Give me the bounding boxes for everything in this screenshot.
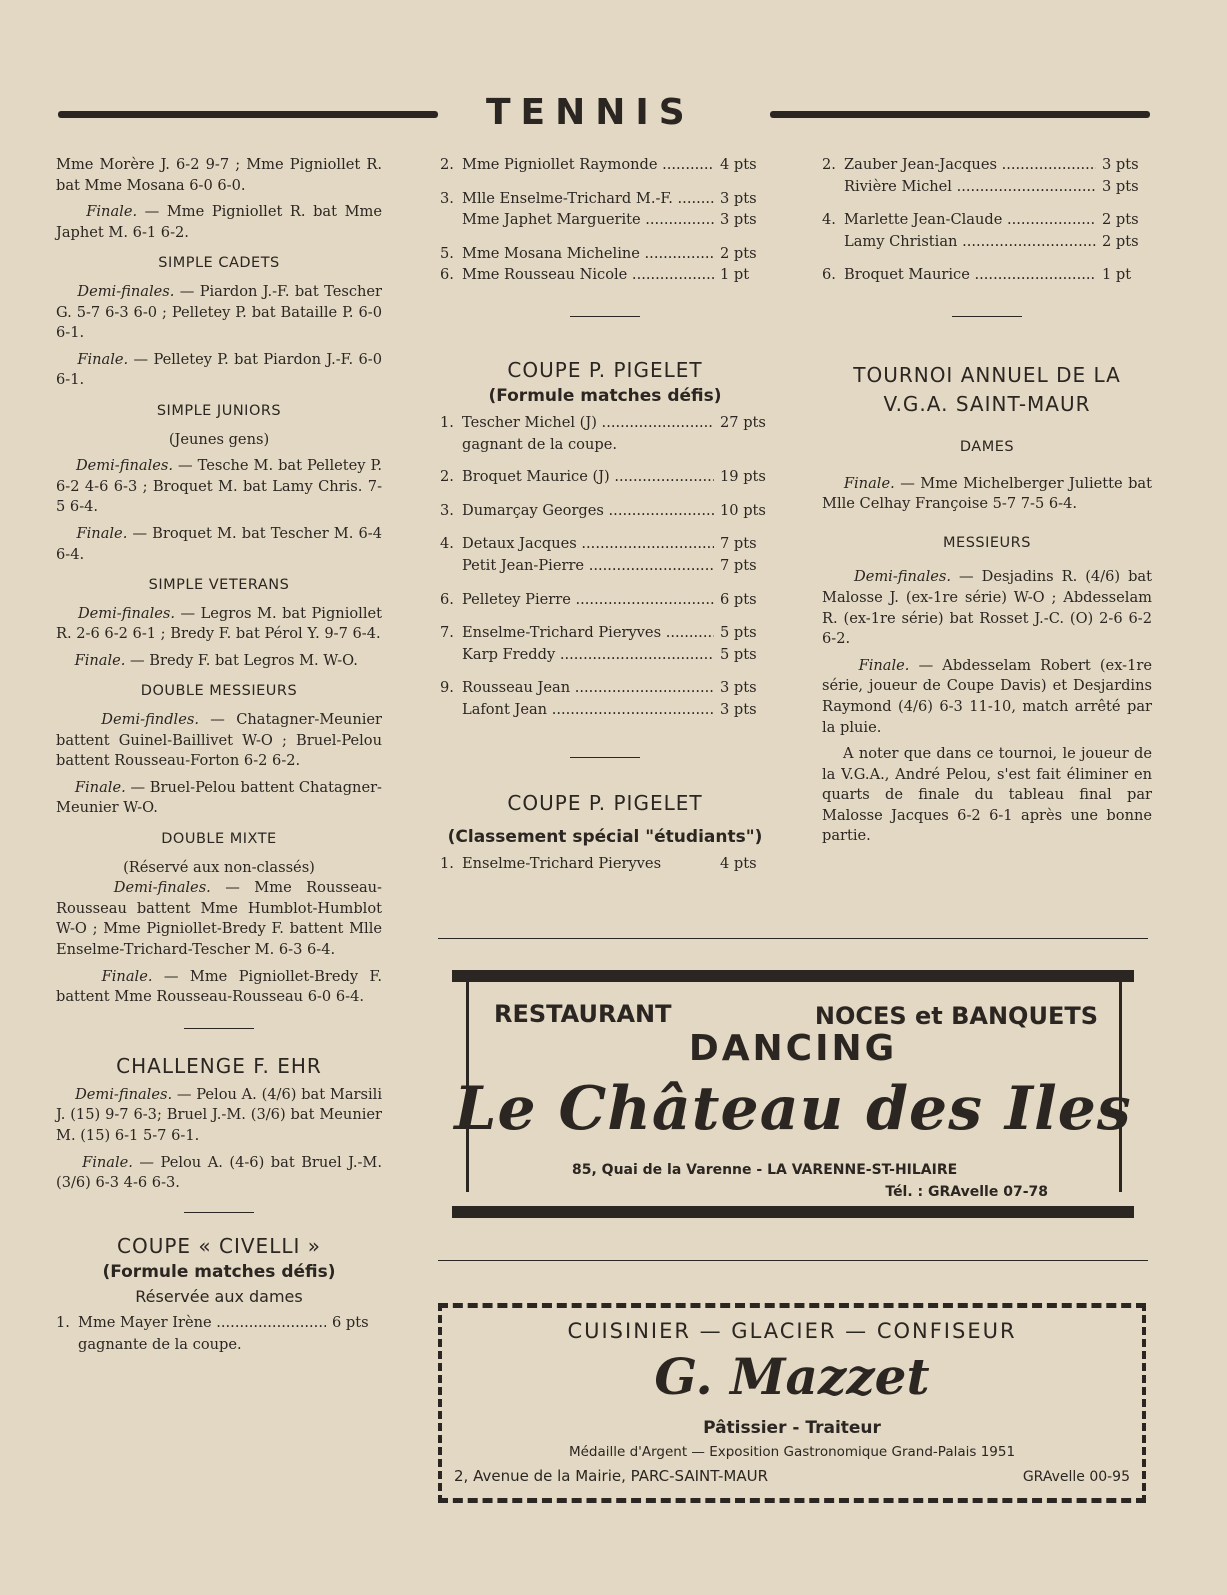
ranking-row: 3. Dumarçay Georges ..... 10 pts bbox=[440, 501, 770, 522]
ranking-row: Lafont Jean ..... 3 pts bbox=[440, 700, 770, 721]
ad-award: Médaille d'Argent — Exposition Gastronomique Grand-Palais 1951 bbox=[568, 1444, 1016, 1460]
subheading: DAMES bbox=[959, 438, 1015, 455]
header-rule-left bbox=[58, 111, 438, 118]
ad-dancing: DANCING bbox=[688, 1028, 898, 1069]
paragraph: Demi-finales. — Legros M. bat Pigniollet R. 2-6 6-2 6-1 ; Bredy F. bat Pérol Y. 9-7 6-4. bbox=[56, 604, 382, 643]
paragraph: Mme Morère J. 6-2 9-7 ; Mme Pigniollet R. bat Mme Mosana 6-0 6-0. bbox=[56, 156, 382, 194]
ranking-row: 1. Tescher Michel (J) ..... 27 pts bbox=[440, 413, 770, 434]
paragraph: Demi-finales. — Pelou A. (4/6) bat Marsili J. (15) 9-7 6-3; Bruel J.-M. (3/6) bat Meunier M. (15) 6-1 5-7 6-1. bbox=[56, 1085, 383, 1144]
ad-venue-name: Le Château des Iles bbox=[454, 1074, 1132, 1144]
ad-border-bottom bbox=[438, 1498, 1146, 1503]
paragraph: Finale. — Mme Pigniollet-Bredy F. battent Mme Rousseau-Rousseau 6-0 6-4. bbox=[56, 967, 382, 1006]
ad-shop-name: G. Mazzet bbox=[654, 1347, 930, 1406]
ad-border-top bbox=[452, 970, 1134, 982]
ad-restaurant-label: RESTAURANT bbox=[494, 1000, 672, 1028]
ranking-row: 4. Marlette Jean-Claude ..... 2 pts bbox=[822, 210, 1152, 231]
ad-address: 2, Avenue de la Mairie, PARC-SAINT-MAUR bbox=[454, 1467, 769, 1485]
separator bbox=[184, 1212, 254, 1213]
section-subheading: (Formule matches défis) bbox=[102, 1261, 336, 1282]
header-rule-right bbox=[770, 111, 1150, 118]
divider-line bbox=[438, 1260, 1148, 1261]
separator bbox=[570, 757, 640, 758]
ranking-row: 4. Detaux Jacques ..... 7 pts bbox=[440, 534, 770, 555]
ranking-row: Petit Jean-Pierre ..... 7 pts bbox=[440, 556, 770, 577]
section-subheading: (Classement spécial "étudiants") bbox=[447, 826, 763, 847]
ad-tagline: Pâtissier - Traiteur bbox=[703, 1418, 881, 1438]
paragraph: Demi-findles. — Chatagner-Meunier battent Guinel-Baillivet W-O ; Bruel-Pelou battent Rousseau-Forton 6-2 6-2. bbox=[56, 711, 382, 770]
paragraph: Finale. — Pelou A. (4-6) bat Bruel J.-M. (3/6) 6-3 4-6 6-3. bbox=[56, 1153, 382, 1192]
ranking-row: 2. Mme Pigniollet Raymonde ..... 4 pts bbox=[440, 155, 770, 176]
ranking-row: 6. Mme Rousseau Nicole ..... 1 pt bbox=[440, 265, 770, 286]
paragraph: Finale. — Broquet M. bat Tescher M. 6-4 6-4. bbox=[56, 524, 383, 563]
column-left bbox=[56, 155, 382, 1356]
ranking-row: 6. Pelletey Pierre ..... 6 pts bbox=[440, 590, 770, 611]
ranking-row: 6. Broquet Maurice ..... 1 pt bbox=[822, 265, 1152, 286]
ad-phone: Tél. : GRAvelle 07-78 bbox=[885, 1184, 1048, 1200]
subheading: DOUBLE MESSIEURS bbox=[140, 683, 298, 700]
ranking-row: 5. Mme Mosana Micheline ..... 2 pts bbox=[440, 244, 770, 265]
paragraph: Finale. — Bruel-Pelou battent Chatagner-Meunier W-O. bbox=[56, 778, 382, 817]
paragraph: Finale. — Mme Pigniollet R. bat Mme Japhet M. 6-1 6-2. bbox=[56, 203, 382, 241]
ranking-row: 3. Mlle Enselme-Trichard M.-F. ..... 3 pts bbox=[440, 189, 770, 210]
ranking-row: Lamy Christian ..... 2 pts bbox=[822, 232, 1152, 253]
paragraph: Demi-finales. — Piardon J.-F. bat Tescher G. 5-7 6-3 6-0 ; Pelletey P. bat Bataille P. 6-0 6-1. bbox=[56, 282, 383, 342]
ad-border-top bbox=[438, 1303, 1146, 1308]
separator bbox=[952, 316, 1022, 317]
subheading: SIMPLE VETERANS bbox=[148, 577, 290, 594]
ranking-row: Mme Japhet Marguerite ..... 3 pts bbox=[440, 210, 770, 231]
ranking-row: 9. Rousseau Jean ..... 3 pts bbox=[440, 678, 770, 699]
paragraph: Finale. — Bredy F. bat Legros M. W-O. bbox=[74, 651, 358, 669]
paragraph: Demi-finales. — Desjadins R. (4/6) bat Malosse J. (ex-1re série) W-O ; Abdesselam R. (ex-1re série) bat Rosset J.-C. (O) 2-6 6-2 6-2. bbox=[822, 568, 1152, 648]
subheading: MESSIEURS bbox=[943, 534, 1031, 551]
ranking-note: gagnant de la coupe. bbox=[462, 435, 617, 453]
section-heading: CHALLENGE F. EHR bbox=[116, 1053, 322, 1078]
column-middle bbox=[440, 155, 770, 875]
subheading: SIMPLE JUNIORS bbox=[156, 402, 282, 419]
ranking-row: 7. Enselme-Trichard Pieryves ..... 5 pts bbox=[440, 623, 770, 644]
ad-restaurant bbox=[452, 970, 1134, 1218]
ranking-row: 1. Mme Mayer Irène ..... 6 pts bbox=[56, 1313, 382, 1334]
separator bbox=[184, 1028, 254, 1029]
divider-line bbox=[438, 938, 1148, 939]
section-heading: TOURNOI ANNUEL DE LA V.G.A. SAINT-MAUR bbox=[853, 362, 1121, 416]
subheading: SIMPLE CADETS bbox=[158, 255, 280, 272]
paragraph: Finale. — Mme Michelberger Juliette bat Mlle Celhay Françoise 5-7 7-5 6-4. bbox=[822, 474, 1152, 513]
section-note: Réservée aux dames bbox=[135, 1286, 303, 1306]
separator bbox=[570, 316, 640, 317]
ad-address: 85, Quai de la Varenne - LA VARENNE-ST-HILAIRE bbox=[572, 1162, 958, 1178]
subheading: DOUBLE MIXTE bbox=[161, 831, 277, 848]
ranking-row: Rivière Michel ..... 3 pts bbox=[822, 177, 1152, 198]
ranking-row: 1. Enselme-Trichard Pieryves 4 pts bbox=[440, 854, 757, 872]
paragraph: Demi-finales. — Mme Rousseau-Rousseau battent Mme Humblot-Humblot W-O ; Mme Pigniollet-Bredy F. battent Mlle Enselme-Trichard-Tescher M. 6-3 6-4. bbox=[56, 879, 382, 958]
paragraph: A noter que dans ce tournoi, le joueur de la V.G.A., André Pelou, s'est fait éliminer en quarts de finale du tableau final par Malosse Jacques 6-2 6-1 après une bonne partie. bbox=[822, 745, 1152, 845]
subheading-note: (Réservé aux non-classés) bbox=[123, 858, 315, 876]
section-heading: COUPE P. PIGELET bbox=[507, 357, 703, 382]
ranking-row: Karp Freddy ..... 5 pts bbox=[440, 645, 770, 666]
subheading-note: (Jeunes gens) bbox=[168, 430, 270, 448]
ranking-row: 2. Zauber Jean-Jacques ..... 3 pts bbox=[822, 155, 1152, 176]
ad-phone: GRAvelle 00-95 bbox=[1022, 1469, 1130, 1485]
section-title: TENNIS bbox=[486, 92, 695, 133]
section-subheading: (Formule matches défis) bbox=[488, 385, 722, 406]
ad-patissier bbox=[438, 1303, 1146, 1503]
paragraph: Demi-finales. — Tesche M. bat Pelletey P. 6-2 4-6 6-3 ; Broquet M. bat Lamy Chris. 7-5 6-4. bbox=[56, 457, 382, 516]
section-heading: COUPE « CIVELLI » bbox=[117, 1233, 321, 1258]
ranking-row: 2. Broquet Maurice (J) ..... 19 pts bbox=[440, 467, 770, 488]
column-right bbox=[822, 155, 1152, 853]
ranking-note: gagnante de la coupe. bbox=[78, 1335, 242, 1353]
ad-banquets-label: NOCES et BANQUETS bbox=[814, 1002, 1098, 1030]
section-heading: COUPE P. PIGELET bbox=[507, 790, 703, 815]
paragraph: Finale. — Abdesselam Robert (ex-1re série, joueur de Coupe Davis) et Desjardins Raymond (4/6) 6-3 11-10, match arrêté par la pluie. bbox=[822, 656, 1152, 736]
ad-border-bottom bbox=[452, 1206, 1134, 1218]
section-header bbox=[0, 92, 1227, 138]
ad-trades: CUISINIER — GLACIER — CONFISEUR bbox=[567, 1319, 1017, 1343]
paragraph: Finale. — Pelletey P. bat Piardon J.-F. 6-0 6-1. bbox=[56, 350, 382, 389]
